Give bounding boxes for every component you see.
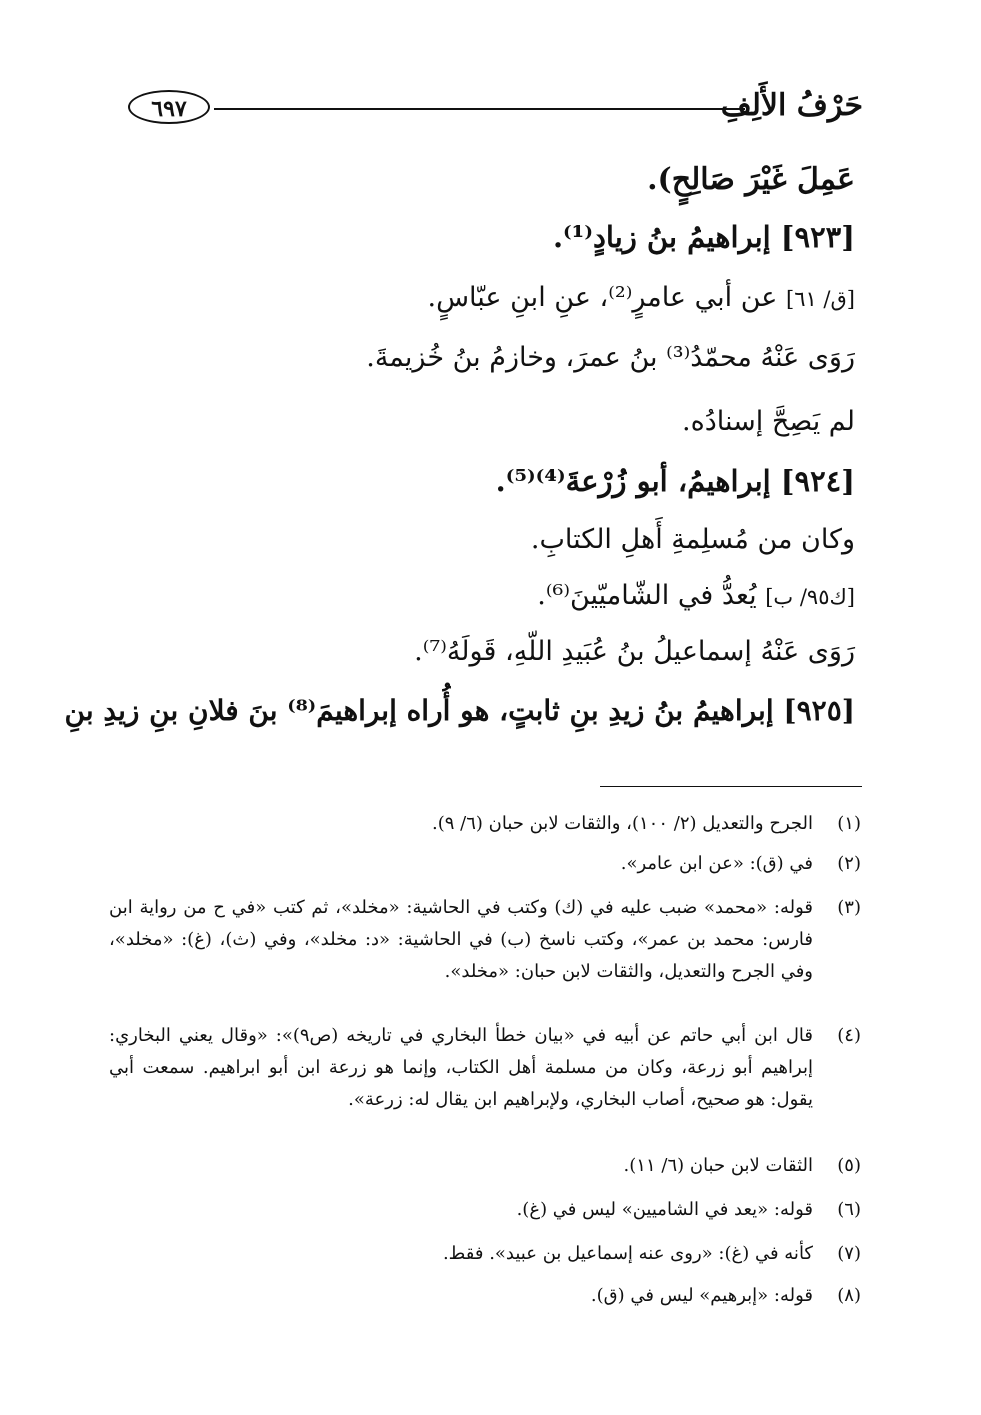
footnote-1 [109, 808, 861, 840]
footnote-2 [109, 848, 861, 880]
footnote-7 [109, 1238, 861, 1270]
footnote-text: الثقات لابن حبان (٦/ ١١). [623, 1155, 813, 1176]
text-line-3-body: عن أبي عامرٍ⁽²⁾، عنِ ابنِ عبّاسٍ. [427, 282, 778, 313]
text-line-1: عَمِلَ غَيْرَ صَالِحٍ). [647, 162, 855, 197]
page-header [128, 88, 863, 132]
footnote-text: في (ق): «عن ابن عامر». [620, 853, 813, 874]
text-line-8-body: يُعدُّ في الشّاميّينَ⁽⁶⁾. [537, 580, 757, 611]
header-rule [214, 108, 745, 110]
footnote-6 [109, 1194, 861, 1226]
entry-heading-924: [٩٢٤] إبراهيمُ، أبو زُرْعةَ⁽⁴⁾⁽⁵⁾. [495, 464, 855, 498]
chapter-title: حَرْفُ الأَلِفِ [720, 88, 863, 123]
footnote-5 [109, 1150, 861, 1182]
footnote-number: (٦) [837, 1199, 861, 1220]
text-line-5: لم يَصِحَّ إسنادُه. [682, 406, 855, 437]
footnote-number: (٧) [837, 1243, 861, 1264]
text-line-7: وكان من مُسلِمةِ أَهلِ الكتابِ. [530, 524, 855, 555]
margin-ref: [ق/ ٦١] [785, 287, 855, 311]
footnote-text: قال ابن أبي حاتم عن أبيه في «بيان خطأ البخاري في تاريخه (ص٩)»: «وقال يعني البخاري: إبراهيم أبو زرعة، وكان من مسلمة أهل الكتاب، وإنما هو زرعة ابن أبو ابراهيم. سمعت أبي يقول: هو صحيح، أصاب البخاري، ولإبراهيم ابن يقال له: زرعة». [109, 1025, 813, 1110]
footnote-number: (٣) [837, 897, 861, 918]
footnote-number: (٤) [837, 1025, 861, 1046]
page-number-badge: ٦٩٧ [128, 90, 210, 124]
footnote-text: قوله: «محمد» ضبب عليه في (ك) وكتب في الحاشية: «مخلد»، ثم كتب «في ح من رواية ابن فارس: محمد بن عمر»، وكتب ناسخ (ب) في الحاشية: «د: مخلد»، وفي (ث)، (غ): «مخلد»، وفي الجرح والتعديل، والثقات لابن حبان: «مخلد». [109, 897, 813, 982]
text-line-3 [428, 282, 855, 313]
entry-heading-923: [٩٢٣] إبراهيمُ بنُ زيادٍ⁽¹⁾. [552, 220, 855, 254]
footnote-number: (٨) [837, 1285, 861, 1306]
text-line-8 [537, 580, 855, 611]
footnote-8 [109, 1280, 861, 1312]
margin-ref: [ك٩٥/ ب] [765, 585, 855, 609]
footnote-number: (٥) [837, 1155, 861, 1176]
text-line-9: رَوَى عَنْهُ إسماعيلُ بنُ عُبَيدِ اللّهِ، قَولَهُ⁽⁷⁾. [414, 636, 855, 667]
entry-heading-925: [٩٢٥] إبراهيمُ بنُ زيدِ بنِ ثابتٍ، هو أُراه إبراهيمَ⁽⁸⁾ بنَ فلانِ بنِ زيدِ بنِ [64, 694, 855, 727]
footnote-text: قوله: «إبرهيم» ليس في (ق). [590, 1285, 813, 1306]
text-line-4: رَوَى عَنْهُ محمّدُ⁽³⁾ بنُ عمرَ، وخازمُ بنُ خُزيمةَ. [366, 342, 855, 373]
footnote-text: الجرح والتعديل (٢/ ١٠٠)، والثقات لابن حبان (٦/ ٩). [431, 813, 813, 834]
footnote-number: (١) [837, 813, 861, 834]
footnote-text: قوله: «يعد في الشاميين» ليس في (غ). [516, 1199, 813, 1220]
footnote-separator [600, 786, 862, 787]
footnote-text: كأنه في (غ): «روى عنه إسماعيل بن عبيد». فقط. [442, 1243, 813, 1264]
footnote-3 [109, 892, 861, 988]
footnote-number: (٢) [837, 853, 861, 874]
footnote-4 [109, 1020, 861, 1116]
